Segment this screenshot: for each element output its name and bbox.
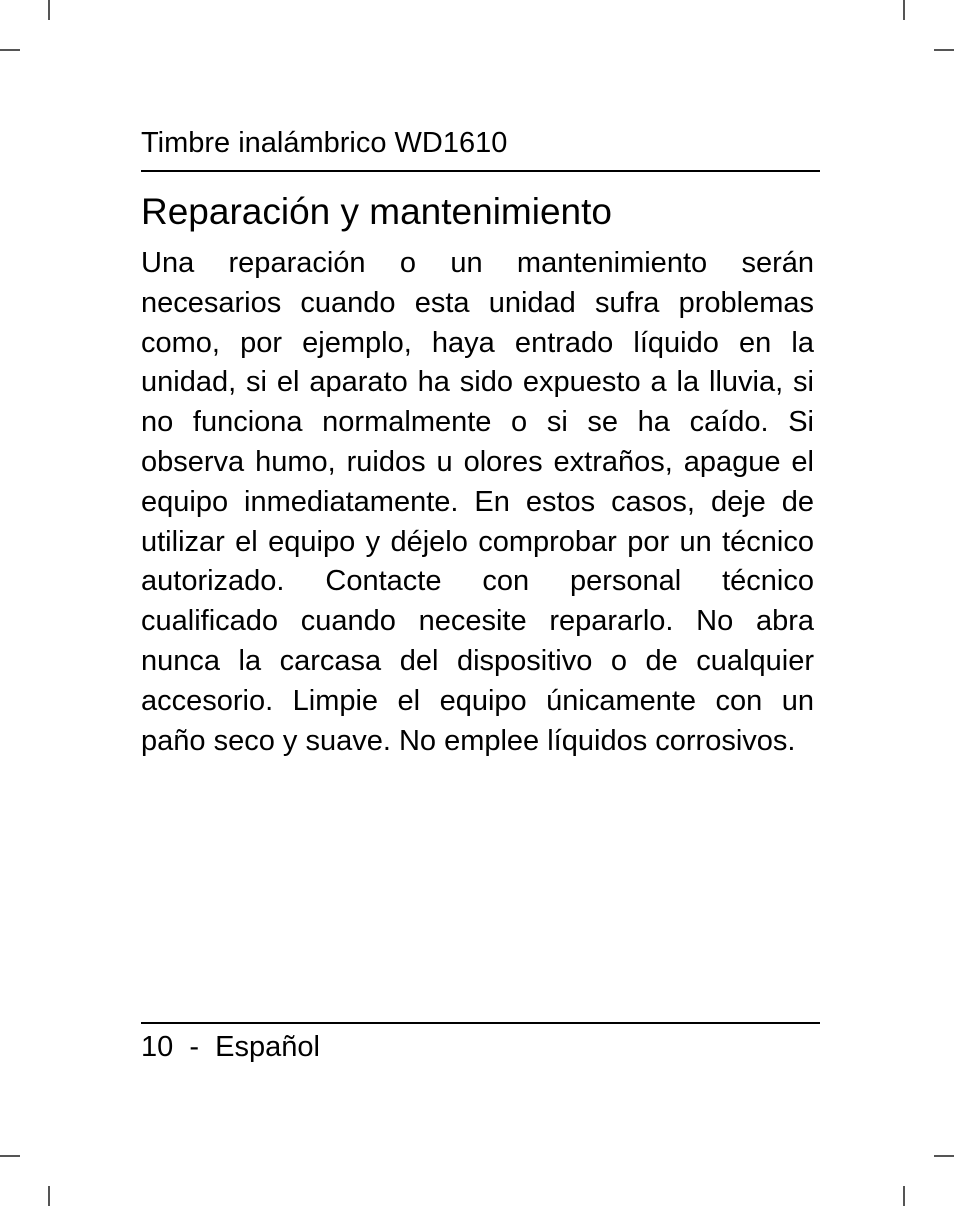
crop-mark-top-left-vertical — [48, 0, 50, 20]
running-header-title: Timbre inalámbrico WD1610 — [141, 127, 508, 159]
crop-mark-bottom-left-horizontal — [0, 1155, 20, 1157]
header-divider — [141, 170, 820, 172]
page-footer-label: 10 - Español — [141, 1031, 320, 1063]
crop-mark-top-right-vertical — [903, 0, 905, 20]
crop-mark-bottom-left-vertical — [48, 1186, 50, 1206]
crop-mark-bottom-right-horizontal — [934, 1155, 954, 1157]
crop-mark-top-right-horizontal — [934, 49, 954, 51]
section-heading: Reparación y mantenimiento — [141, 191, 612, 232]
crop-mark-bottom-right-vertical — [903, 1186, 905, 1206]
body-paragraph: Una reparación o un mantenimiento serán necesarios cuando esta unidad sufra problemas como, por ejemplo, haya entrado líquido en la unidad, si el aparato ha sido expuesto a la lluvia, si no funciona normalmente o si se ha caído. Si observa humo, ruidos u olores extraños, apague el equipo inmediatamente. En estos casos, deje de utilizar el equipo y déjelo comprobar por un técnico autorizado. Contacte con personal técnico cualificado cuando necesite repararlo. No abra nunca la carcasa del dispositivo o de cualquier accesorio. Limpie el equipo únicamente con un paño seco y suave. No emplee líquidos corrosivos. — [141, 247, 814, 757]
footer-divider — [141, 1022, 820, 1024]
crop-mark-top-left-horizontal — [0, 49, 20, 51]
